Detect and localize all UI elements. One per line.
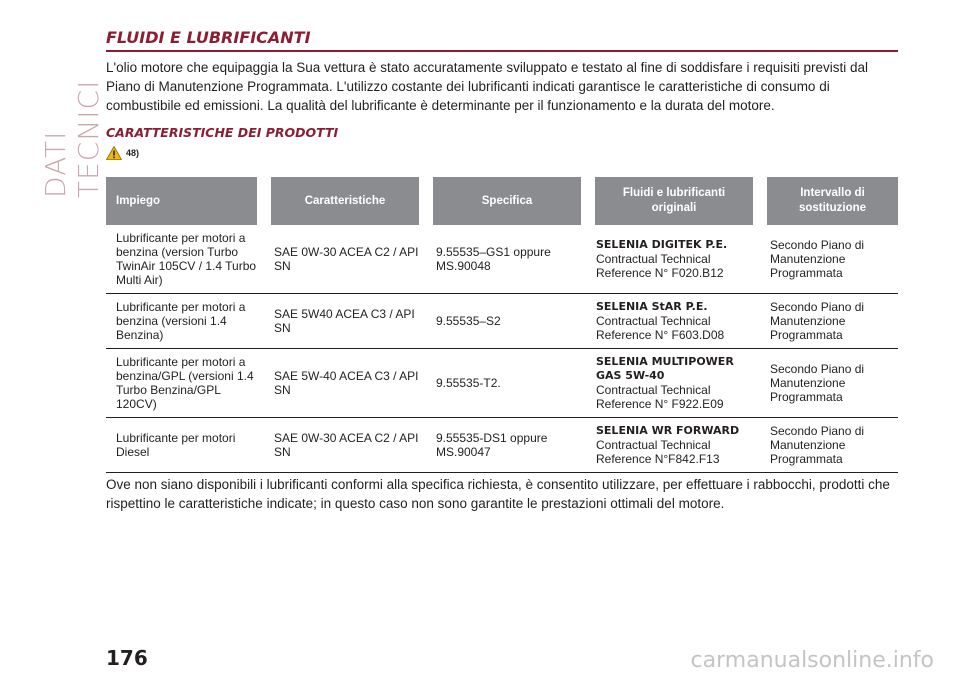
watermark: carmanualsonline.info <box>690 648 934 673</box>
table-row <box>106 225 898 294</box>
product-reference: Contractual Technical Reference N° F922.E09 <box>596 383 724 411</box>
product-reference: Contractual Technical Reference N° F020.B12 <box>596 252 724 280</box>
section-title: FLUIDI E LUBRIFICANTI <box>106 28 898 52</box>
table-row <box>106 418 898 473</box>
cell-impiego: Lubrificante per motori a benzina/GPL (versioni 1.4 Turbo Benzina/GPL 120CV) <box>106 349 264 418</box>
warning-ref-number: 48) <box>126 148 140 158</box>
product-name: SELENIA WR FORWARD <box>596 424 740 437</box>
product-name: SELENIA StAR P.E. <box>596 300 708 313</box>
product-name: SELENIA MULTIPOWER GAS 5W-40 <box>596 355 734 382</box>
cell-specifica: 9.55535-T2. <box>426 349 588 418</box>
cell-intervallo: Secondo Piano di Manutenzione Programmata <box>760 349 898 418</box>
page-content <box>106 28 898 513</box>
table-row <box>106 294 898 349</box>
table-header-row <box>106 177 898 225</box>
cell-intervallo: Secondo Piano di Manutenzione Programmata <box>760 225 898 294</box>
subsection-title: CARATTERISTICHE DEI PRODOTTI <box>106 125 339 140</box>
page-number: 176 <box>106 646 148 670</box>
footnote-paragraph: Ove non siano disponibili i lubrificanti conformi alla specifica richiesta, è consentito utilizzare, per effettuare i rabbocchi, prodotti che rispettino le caratteristiche indicate; in questo caso non sono garantite le prestazioni ottimali del motore. <box>106 477 890 511</box>
header-fluidi: Fluidi e lubrificanti originali <box>588 177 760 225</box>
header-caratteristiche: Caratteristiche <box>264 177 426 225</box>
header-intervallo: Intervallo di sostituzione <box>760 177 898 225</box>
cell-intervallo: Secondo Piano di Manutenzione Programmata <box>760 418 898 473</box>
product-name: SELENIA DIGITEK P.E. <box>596 238 728 251</box>
cell-caratteristiche: SAE 0W-30 ACEA C2 / API SN <box>264 225 426 294</box>
side-section-title: DATI TECNICI <box>39 79 105 198</box>
cell-caratteristiche: SAE 5W40 ACEA C3 / API SN <box>264 294 426 349</box>
cell-intervallo: Secondo Piano di Manutenzione Programmata <box>760 294 898 349</box>
cell-impiego: Lubrificante per motori Diesel <box>106 418 264 473</box>
header-impiego: Impiego <box>106 177 264 225</box>
cell-product <box>588 349 760 418</box>
table-row <box>106 349 898 418</box>
warning-reference <box>106 144 898 162</box>
cell-caratteristiche: SAE 5W-40 ACEA C3 / API SN <box>264 349 426 418</box>
product-reference: Contractual Technical Reference N°F842.F13 <box>596 438 720 466</box>
cell-product <box>588 225 760 294</box>
header-specifica: Specifica <box>426 177 588 225</box>
products-table <box>106 177 898 473</box>
cell-impiego: Lubrificante per motori a benzina (version Turbo TwinAir 105CV / 1.4 Turbo Multi Air) <box>106 225 264 294</box>
cell-impiego: Lubrificante per motori a benzina (versioni 1.4 Benzina) <box>106 294 264 349</box>
cell-product <box>588 294 760 349</box>
cell-specifica: 9.55535–GS1 oppure MS.90048 <box>426 225 588 294</box>
intro-paragraph: L'olio motore che equipaggia la Sua vettura è stato accuratamente sviluppato e testato al fine di soddisfare i requisiti previsti dal Piano di Manutenzione Programmata. L'utilizzo costante dei lubrificanti indicati garantisce le caratteristiche di consumo di combustibile ed emissioni. La qualità del lubrificante è determinante per il funzionamento e la durata del motore. <box>106 60 869 113</box>
product-reference: Contractual Technical Reference N° F603.D08 <box>596 314 725 342</box>
warning-icon <box>106 146 122 160</box>
cell-specifica: 9.55535–S2 <box>426 294 588 349</box>
cell-specifica: 9.55535-DS1 oppure MS.90047 <box>426 418 588 473</box>
cell-product <box>588 418 760 473</box>
cell-caratteristiche: SAE 0W-30 ACEA C2 / API SN <box>264 418 426 473</box>
